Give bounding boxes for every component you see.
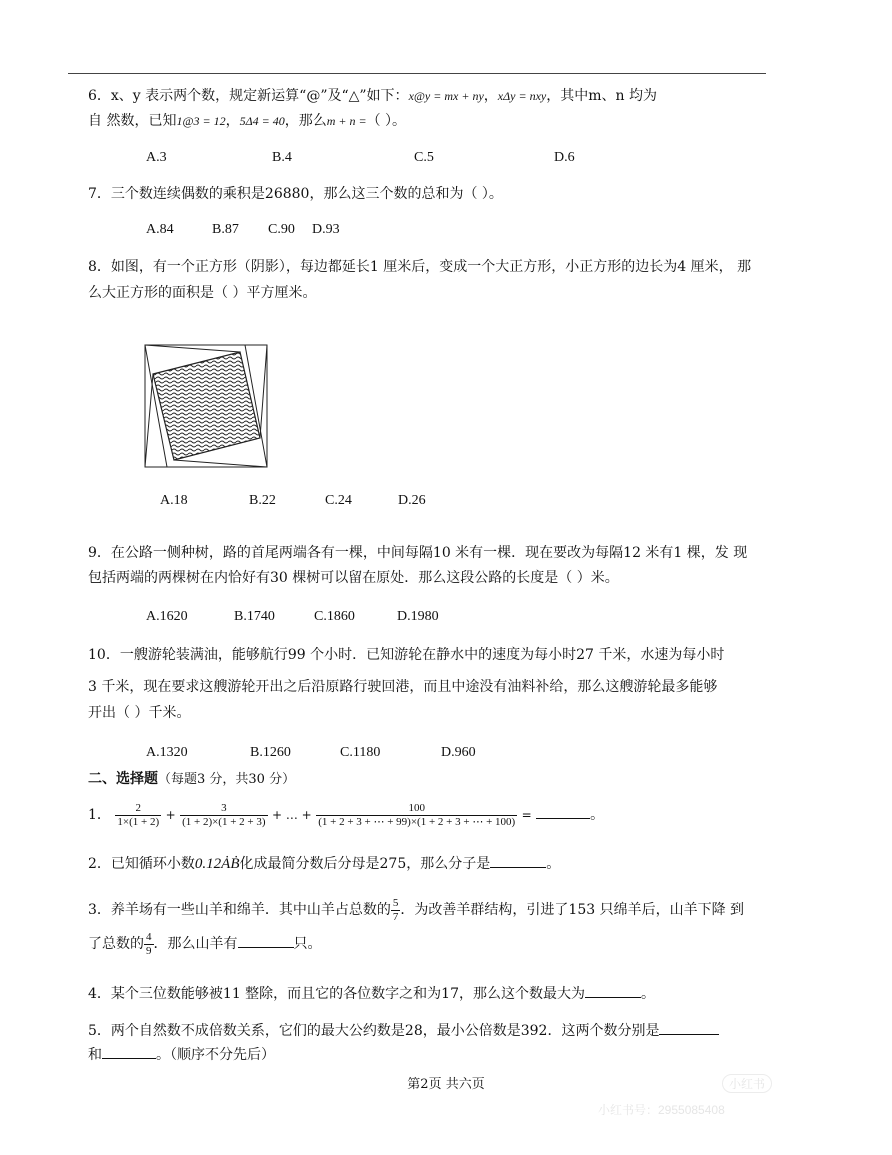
header-rule	[68, 73, 766, 74]
watermark-logo: 小红书	[722, 1074, 772, 1093]
answer-blank-4[interactable]	[585, 985, 641, 998]
fraction-1: $\frac{2}{1\times(1 + 2)}$	[117, 801, 160, 828]
q10-option-a: A.1320	[146, 745, 188, 760]
q8-option-d: D.26	[398, 493, 426, 508]
q6-option-b: B.4	[272, 150, 292, 165]
q6-line2: 自 然数，已知1@3 = 12，5Δ4 = 40，那么m + n =（ ）。	[88, 113, 407, 129]
q9-option-c: C.1860	[314, 609, 355, 624]
q9-line2: 包括两端的两棵树在内恰好有30 棵树可以留在原处．那么这段公路的长度是（ ）米。	[88, 570, 619, 586]
fill-q5-line2: 和 。（顺序不分先后）	[88, 1047, 275, 1063]
q7-option-d: D.93	[312, 222, 340, 237]
q9-line1: 9．在公路一侧种树，路的首尾两端各有一棵，中间每隔10 米有一棵．现在要改为每隔12 米有1 棵，发 现	[88, 545, 748, 561]
q6-option-c: C.5	[414, 150, 434, 165]
q6-option-d: D.6	[554, 150, 575, 165]
q10-option-c: C.1180	[340, 745, 381, 760]
fraction-2: $\frac{3}{(1 + 2)\times(1 + 2 + 3)}$	[182, 801, 266, 828]
squares-figure	[140, 340, 272, 472]
fill-q3-line2: 了总数的 $\frac{4}{9}$ ．那么山羊有 只。	[88, 930, 322, 957]
fill-q3-line1: 3．养羊场有一些山羊和绵羊．其中山羊占总数的 $\frac{5}{7}$ ．为改善羊群结构，引进了153 只绵羊后，山羊下降 到	[88, 896, 745, 923]
fill-q5-line1: 5．两个自然数不成倍数关系，它们的最大公约数是28，最小公倍数是392．这两个数分别是	[88, 1021, 719, 1041]
q6-option-a: A.3	[146, 150, 167, 165]
answer-blank-1[interactable]	[536, 806, 590, 819]
q7-option-a: A.84	[146, 222, 174, 237]
fill-q2: 2．已知循环小数0.12ȦḂ化成最简分数后分母是275，那么分子是 。	[88, 856, 561, 872]
answer-blank-5b[interactable]	[102, 1046, 156, 1059]
q7-option-c: C.90	[268, 222, 295, 237]
section-note: （每题3 分，共30 分）	[158, 772, 296, 787]
q7-option-b: B.87	[212, 222, 239, 237]
q10-line2: 3 千米，现在要求这艘游轮开出之后沿原路行驶回港，而且中途没有油料补给，那么这艘游轮最多能够	[88, 679, 718, 695]
fill-q4: 4．某个三位数能够被11 整除，而且它的各位数字之和为17，那么这个数最大为 。	[88, 986, 655, 1002]
q8-option-a: A.18	[160, 493, 188, 508]
fraction-3: $\frac{100}{(1 + 2 + 3 + \cdots + 99)\times(1 + 2 + 3 + \cdots + 100)}$	[318, 801, 516, 828]
q8-line1: 8．如图，有一个正方形（阴影），每边都延长1 厘米后，变成一个大正方形，小正方形的边长为4 厘米， 那	[88, 259, 752, 275]
fill-q1: 1． $\frac{2}{1\times(1 + 2)}$ + $\frac{3}{(1 + 2)\times(1 + 2 + 3)}$ + … + $\frac{100}{(1 + 2 + 3 + \cdots + 99)\times(1 + 2 + 3 + \cdots + 100)}$ = 。	[88, 801, 605, 828]
q8-option-b: B.22	[249, 493, 276, 508]
q8-option-c: C.24	[325, 493, 352, 508]
q10-option-d: D.960	[441, 745, 476, 760]
q9-option-a: A.1620	[146, 609, 188, 624]
q10-line3: 开出（ ）千米。	[88, 705, 191, 721]
q9-option-d: D.1980	[397, 609, 439, 624]
answer-blank-3[interactable]	[238, 935, 294, 948]
answer-blank-2[interactable]	[490, 855, 546, 868]
watermark-id: 小红书号：2955085408	[598, 1103, 725, 1117]
answer-blank-5a[interactable]	[659, 1022, 719, 1035]
q9-option-b: B.1740	[234, 609, 275, 624]
shaded-square	[153, 352, 260, 460]
fraction-4-9: $\frac{4}{9}$	[146, 930, 152, 957]
q8-line2: 么大正方形的面积是（ ）平方厘米。	[88, 285, 317, 301]
section-title: 二、选择题（每题3 分，共30 分）	[88, 771, 296, 787]
fraction-5-7: $\frac{5}{7}$	[392, 896, 399, 923]
q6-line1: 6．x、y 表示两个数，规定新运算“@”及“△”如下：x@y = mx + ny，xΔy = nxy，其中m、n 均为	[88, 88, 657, 104]
q7-text: 7．三个数连续偶数的乘积是26880，那么这三个数的总和为（ ）。	[88, 186, 503, 202]
q10-line1: 10．一艘游轮装满油，能够航行99 个小时．已知游轮在静水中的速度为每小时27 千米，水速为每小时	[88, 647, 725, 663]
page-footer: 第2页 共六页	[407, 1077, 485, 1092]
q10-option-b: B.1260	[250, 745, 291, 760]
